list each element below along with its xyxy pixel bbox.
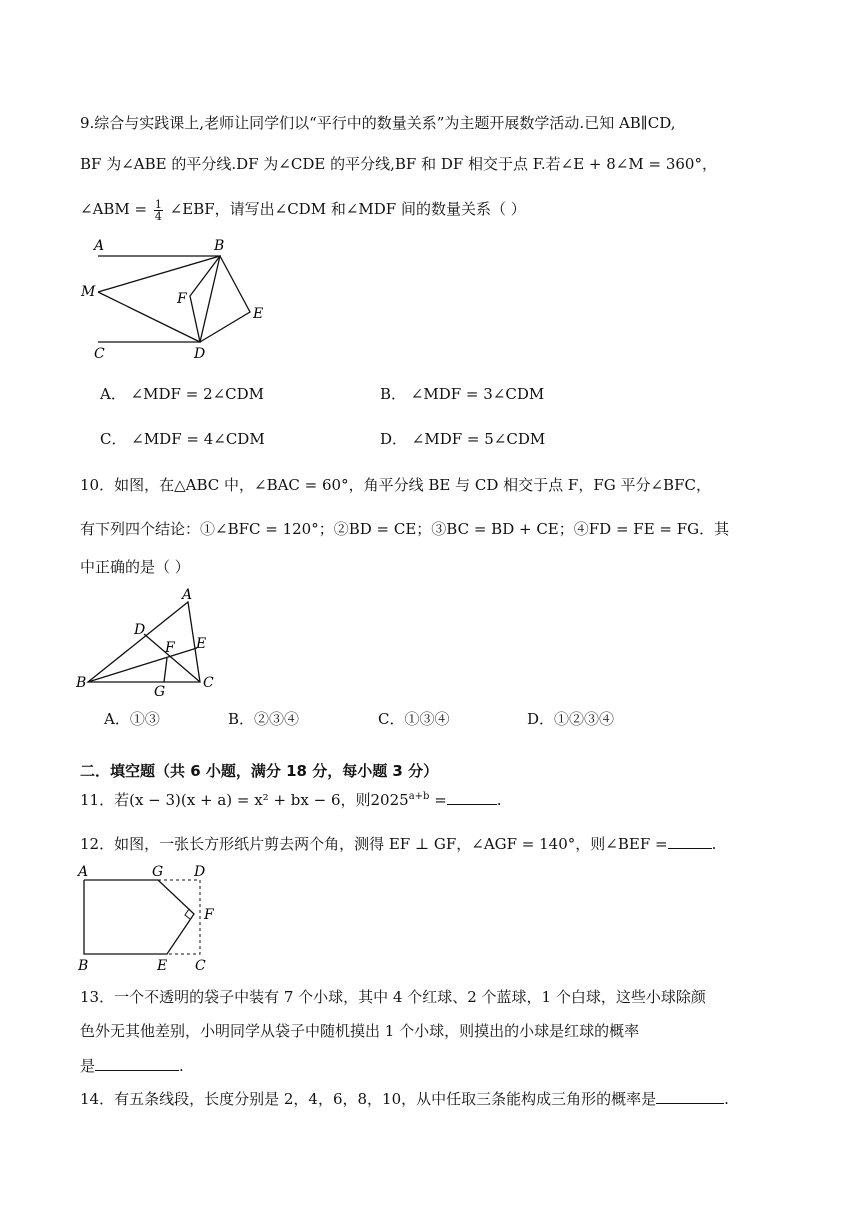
q9-option-a[interactable]: A． ∠MDF = 2∠CDM: [100, 385, 265, 403]
q9-label-b: B: [214, 238, 225, 254]
q9-label-m: M: [81, 284, 96, 300]
q9-line1: 9.综合与实践课上,老师让同学们以“平行中的数量关系”为主题开展数学活动.已知 AB∥CD,: [80, 114, 676, 132]
q9-line3: [80, 198, 526, 222]
q12-label-c: C: [195, 958, 206, 974]
q9-option-b[interactable]: B． ∠MDF = 3∠CDM: [380, 385, 545, 403]
q10-option-b[interactable]: B．②③④: [228, 710, 300, 728]
q9-line2: BF 为∠ABE 的平分线.DF 为∠CDE 的平分线,BF 和 DF 相交于点 F.若∠E + 8∠M = 360°，: [80, 155, 717, 173]
q11-end: .: [496, 791, 502, 809]
q10-option-d[interactable]: D．①②③④: [527, 710, 615, 728]
q12-label-g: G: [152, 864, 164, 880]
q12-figure: [74, 860, 224, 978]
q12-text: 12．如图，一张长方形纸片剪去两个角，测得 EF ⊥ GF，∠AGF = 140°，则∠BEF =: [80, 835, 668, 853]
section-fill-in-title: 二．填空题（共 6 小题，满分 18 分，每小题 3 分）: [80, 762, 439, 780]
q9-figure: [78, 236, 278, 366]
q9-bf-df: [190, 256, 220, 342]
q9-fraction-numerator: 1: [154, 197, 162, 211]
q10-label-a: A: [182, 587, 193, 603]
q9-fraction-denominator: 4: [154, 209, 162, 223]
q13-answer-blank[interactable]: [95, 1054, 179, 1071]
q10-label-f: F: [165, 640, 175, 656]
q12-end: .: [711, 835, 717, 853]
q13-end: .: [179, 1057, 184, 1075]
q10-label-c: C: [203, 675, 214, 691]
q11-line: [80, 786, 502, 811]
q14-answer-blank[interactable]: [656, 1087, 724, 1104]
q10-label-g: G: [154, 684, 166, 698]
q10-segment-fg: [164, 658, 167, 682]
q10-line1: 10．如图，在△ABC 中，∠BAC = 60°，角平分线 BE 与 CD 相交于点 F，FG 平分∠BFC，: [80, 476, 711, 494]
q12-label-a: A: [78, 864, 89, 880]
q13-text: 是: [80, 1057, 96, 1075]
q10-label-b: B: [76, 675, 87, 691]
q12-label-f: F: [204, 907, 214, 923]
q11-text: 11．若(x − 3)(x + a) = x² + bx − 6，则2025: [80, 791, 409, 809]
q10-option-c[interactable]: C．①③④: [378, 710, 450, 728]
q9-option-d[interactable]: D． ∠MDF = 5∠CDM: [380, 430, 546, 448]
q11-answer-blank[interactable]: [447, 788, 497, 805]
q10-label-d: D: [134, 622, 146, 638]
q10-triangle-abc: [88, 602, 200, 682]
q10-option-a[interactable]: A．①③: [104, 710, 160, 728]
q12-label-e: E: [157, 958, 168, 974]
q10-line2: 有下列四个结论：①∠BFC = 120°；②BD = CE；③BC = BD + CE；④FD = FE = FG．其: [80, 520, 730, 538]
q9-fraction: [154, 199, 163, 222]
q10-line3: 中正确的是（ ）: [80, 558, 190, 576]
q9-line3-pre: ∠ABM =: [80, 200, 148, 218]
q9-be-ed: [200, 256, 250, 342]
q9-label-d: D: [194, 346, 206, 362]
q9-label-f: F: [177, 291, 187, 307]
q12-label-d: D: [194, 864, 206, 880]
q9-label-a: A: [94, 238, 105, 254]
q12-answer-blank[interactable]: [668, 832, 712, 849]
q9-option-c[interactable]: C． ∠MDF = 4∠CDM: [100, 430, 265, 448]
q12-cut-shape: [84, 880, 194, 954]
q9-line3-post: ∠EBF，请写出∠CDM 和∠MDF 间的数量关系（ ）: [169, 200, 526, 218]
q10-figure: [74, 586, 224, 698]
q13-line2: 色外无其他差别，小明同学从袋子中随机摸出 1 个小球，则摸出的小球是红球的概率: [80, 1022, 640, 1040]
q12-removed-corners: [158, 880, 200, 954]
q12-label-b: B: [78, 958, 89, 974]
q13-line1: 13．一个不透明的袋子中装有 7 个小球，其中 4 个红球、2 个蓝球，1 个白球，这些小球除颜: [80, 988, 706, 1006]
q11-equals: =: [429, 791, 447, 809]
q10-label-e: E: [196, 636, 207, 652]
q14-line: [80, 1087, 729, 1110]
q14-end: .: [724, 1090, 729, 1108]
q12-line: [80, 832, 716, 855]
q14-text: 14．有五条线段，长度分别是 2，4，6，8，10，从中任取三条能构成三角形的概率是: [80, 1090, 657, 1108]
q9-label-e: E: [253, 306, 264, 322]
q9-triangle-mbd: [98, 256, 220, 342]
q11-exponent: a+b: [408, 791, 430, 802]
q12-right-angle-mark: [185, 909, 190, 919]
q13-line3: [80, 1054, 184, 1077]
q9-label-c: C: [94, 346, 105, 362]
